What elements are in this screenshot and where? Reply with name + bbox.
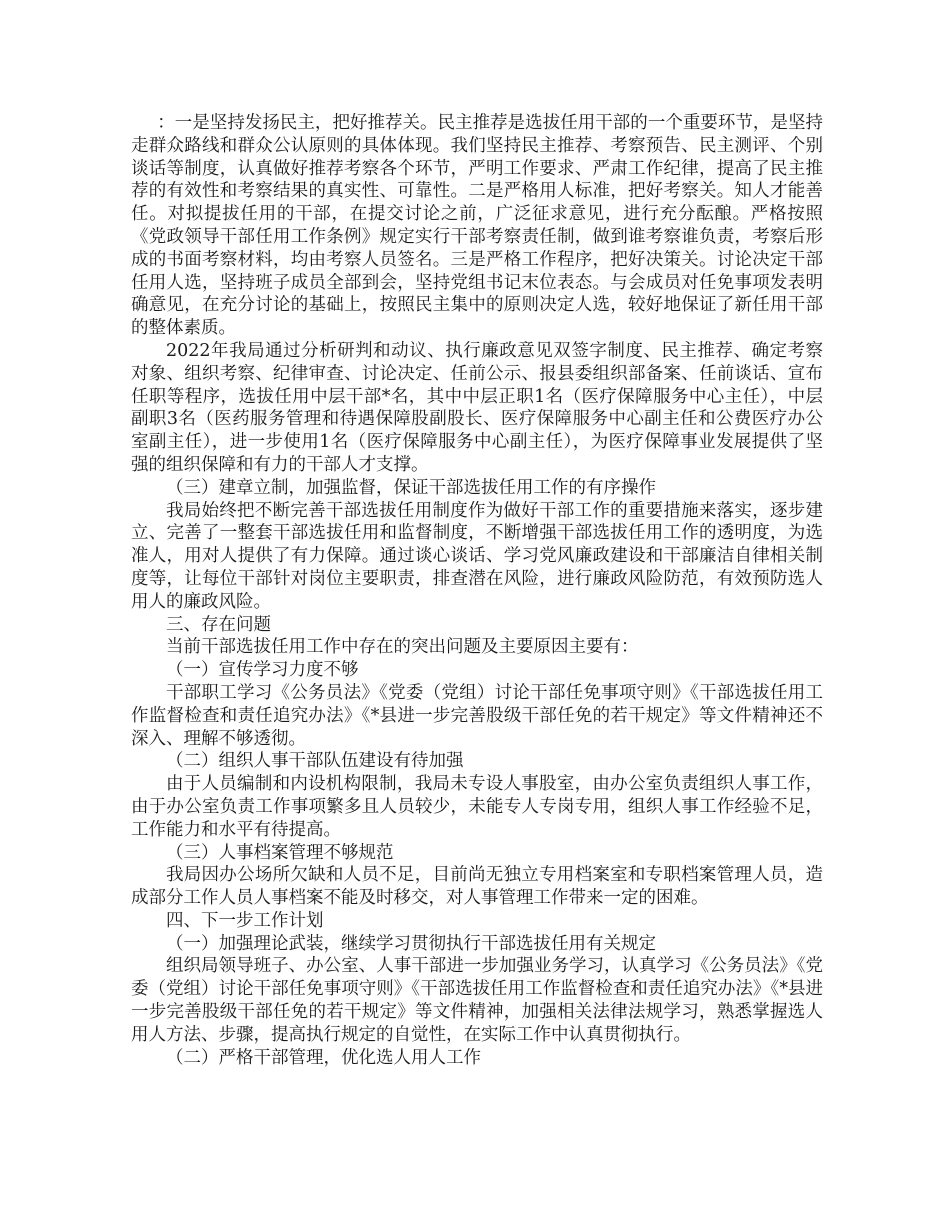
heading-cadre-management: （二）严格干部管理，优化选人用人工作 xyxy=(166,1047,481,1068)
document-body xyxy=(131,112,823,1069)
heading-theory-study: （一）加强理论武装，继续学习贯彻执行干部选拔任用有关规定 xyxy=(166,933,656,954)
heading-existing-problems: 三、存在问题 xyxy=(166,614,271,635)
heading-archive-management: （三）人事档案管理不够规范 xyxy=(166,842,394,863)
paragraph-theory-study: 组织局领导班子、办公室、人事干部进一步加强业务学习，认真学习《公务员法》《党委（党组）讨论干部任免事项守则》《干部选拔任用工作监督检查和责任追究办法》《*县进一步完善股级干部任免的若干规定》等文件精神，加强相关法律法规学习，熟悉掌握选人用人方法、步骤，提高执行规定的自觉性，在实际工作中认真贯彻执行。 xyxy=(131,956,823,1045)
paragraph-democracy-recommendation: ：一是坚持发扬民主，把好推荐关。民主推荐是选拔任用干部的一个重要环节，是坚持走群众路线和群众公认原则的具体体现。我们坚持民主推荐、考察预告、民主测评、个别谈话等制度，认真做好推荐考察各个环节，严明工作要求、严肃工作纪律，提高了民主推荐的有效性和考察结果的真实性、可靠性。二是严格用人标准，把好考察关。知人才能善任。对拟提拔任用的干部，在提交讨论之前，广泛征求意见，进行充分酝酿。严格按照《党政领导干部任用工作条例》规定实行干部考察责任制，做到谁考察谁负责，考察后形成的书面考察材料，均由考察人员签名。三是严格工作程序，把好决策关。讨论决定干部任用人选，坚持班子成员全部到会，坚持党组书记末位表态。与会成员对任免事项发表明确意见，在充分讨论的基础上，按照民主集中的原则决定人选，较好地保证了新任用干部的整体素质。 xyxy=(131,113,823,339)
paragraph-2022-selection: 2022年我局通过分析研判和动议、执行廉政意见双签字制度、民主推荐、确定考察对象、组织考察、纪律审查、讨论决定、任前公示、报县委组织部备案、任前谈话、宣布任职等程序，选拔任用中层干部*名，其中中层正职1名（医疗保障服务中心主任），中层副职3名（医药服务管理和待遇保障股副股长、医疗保障服务中心副主任和公费医疗办公室副主任），进一步使用1名（医疗保障服务中心副主任），为医疗保障事业发展提供了坚强的组织保障和有力的干部人才支撑。 xyxy=(131,340,823,475)
heading-next-steps: 四、下一步工作计划 xyxy=(166,910,324,931)
heading-regulations-supervision: （三）建章立制，加强监督，保证干部选拔任用工作的有序操作 xyxy=(166,477,656,498)
paragraph-archive-management: 我局因办公场所欠缺和人员不足，目前尚无独立专用档案室和专职档案管理人员，造成部分工作人员人事档案不能及时移交，对人事管理工作带来一定的困难。 xyxy=(131,865,823,909)
paragraph-personnel-team: 由于人员编制和内设机构限制，我局未专设人事股室，由办公室负责组织人事工作，由于办公室负责工作事项繁多且人员较少，未能专人专岗专用，组织人事工作经验不足，工作能力和水平有待提高。 xyxy=(131,774,823,840)
paragraph-study-issues: 干部职工学习《公务员法》《党委（党组）讨论干部任免事项守则》《干部选拔任用工作监督检查和责任追究办法》《*县进一步完善股级干部任免的若干规定》等文件精神还不深入、理解不够透彻。 xyxy=(131,682,823,749)
heading-insufficient-study: （一）宣传学习力度不够 xyxy=(166,660,359,681)
paragraph-problems-intro: 当前干部选拔任用工作中存在的突出问题及主要原因主要有： xyxy=(166,637,639,658)
paragraph-system-improvement: 我局始终把不断完善干部选拔任用制度作为做好干部工作的重要措施来落实，逐步建立、完善了一整套干部选拔任用和监督制度，不断增强干部选拔任用工作的透明度，为选准人，用对人提供了有力保障。通过谈心谈话、学习党风廉政建设和干部廉洁自律相关制度等，让每位干部针对岗位主要职责，排查潜在风险，进行廉政风险防范，有效预防选人用人的廉政风险。 xyxy=(131,500,823,612)
heading-personnel-team: （二）组织人事干部队伍建设有待加强 xyxy=(166,751,464,772)
